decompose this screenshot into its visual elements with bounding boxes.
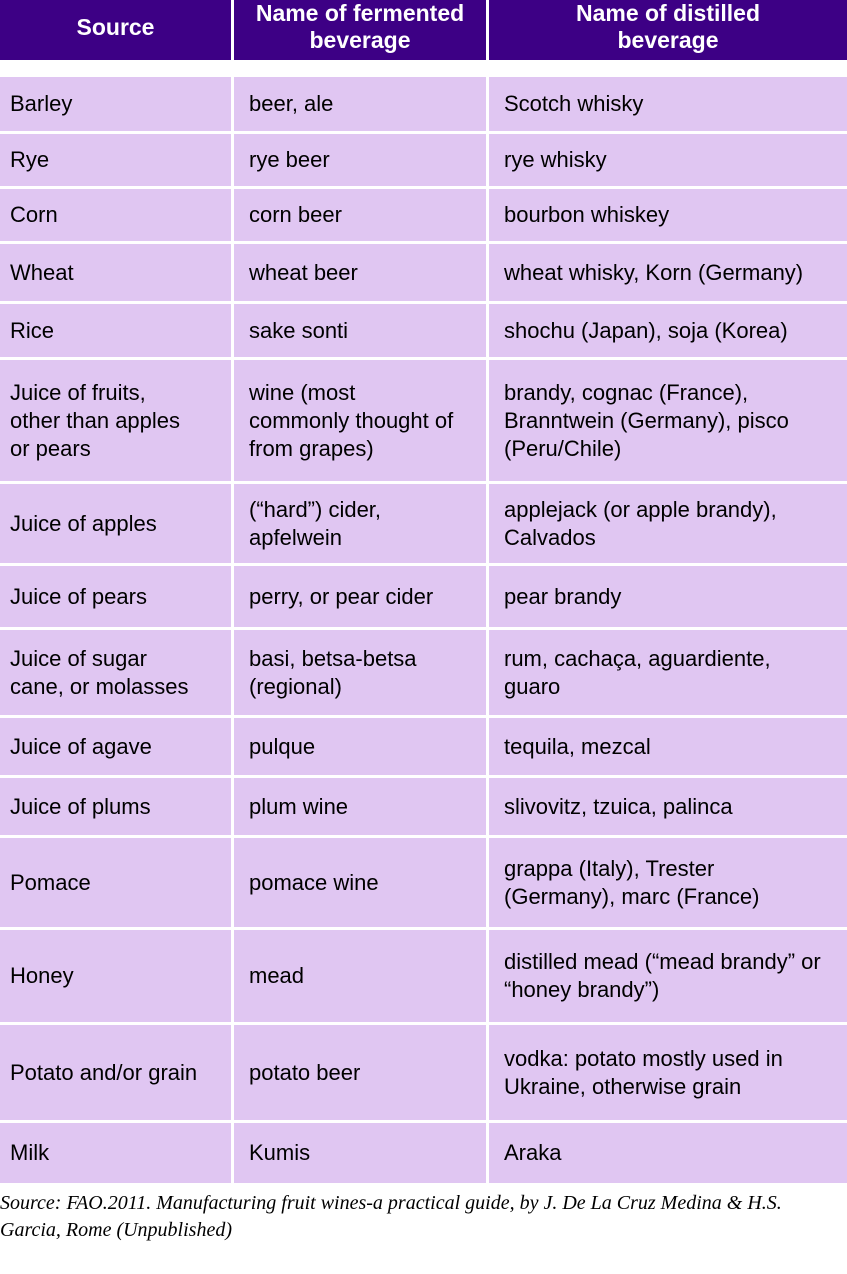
cell-source: Juice of fruits, other than apples or pears xyxy=(0,360,231,481)
cell-source: Wheat xyxy=(0,244,231,301)
cell-distilled: vodka: potato mostly used in Ukraine, otherwise grain xyxy=(486,1025,847,1120)
cell-distilled: rye whisky xyxy=(486,134,847,186)
cell-distilled: bourbon whiskey xyxy=(486,189,847,241)
cell-distilled: rum, cachaça, aguardiente, guaro xyxy=(486,630,847,715)
cell-fermented: (“hard”) cider, apfelwein xyxy=(231,484,486,563)
cell-fermented: sake sonti xyxy=(231,304,486,357)
caption-line-2: Garcia, Rome (Unpublished) xyxy=(0,1219,232,1241)
cell-distilled: pear brandy xyxy=(486,566,847,627)
cell-fermented: mead xyxy=(231,930,486,1022)
table-body xyxy=(0,77,847,1183)
cell-fermented: Kumis xyxy=(231,1123,486,1183)
cell-source: Potato and/or grain xyxy=(0,1025,231,1120)
cell-fermented: perry, or pear cider xyxy=(231,566,486,627)
table-row xyxy=(0,778,847,838)
cell-fermented: corn beer xyxy=(231,189,486,241)
cell-source: Juice of sugar cane, or molasses xyxy=(0,630,231,715)
cell-fermented: potato beer xyxy=(231,1025,486,1120)
cell-distilled: Scotch whisky xyxy=(486,77,847,131)
cell-source: Corn xyxy=(0,189,231,241)
table-row xyxy=(0,77,847,134)
cell-source: Juice of plums xyxy=(0,778,231,835)
cell-distilled: shochu (Japan), soja (Korea) xyxy=(486,304,847,357)
table-row xyxy=(0,1123,847,1183)
table-row xyxy=(0,244,847,304)
cell-fermented: pulque xyxy=(231,718,486,775)
table-row xyxy=(0,930,847,1025)
header-distilled: Name of distilled beverage xyxy=(486,0,847,60)
cell-source: Honey xyxy=(0,930,231,1022)
cell-distilled: wheat whisky, Korn (Germany) xyxy=(486,244,847,301)
table-row xyxy=(0,630,847,718)
cell-source: Milk xyxy=(0,1123,231,1183)
table-row xyxy=(0,134,847,189)
cell-source: Juice of apples xyxy=(0,484,231,563)
cell-fermented: pomace wine xyxy=(231,838,486,927)
header-fermented: Name of fermented beverage xyxy=(231,0,486,60)
header-gap xyxy=(0,60,847,77)
cell-distilled: applejack (or apple brandy), Calvados xyxy=(486,484,847,563)
cell-source: Juice of pears xyxy=(0,566,231,627)
cell-fermented: wheat beer xyxy=(231,244,486,301)
cell-fermented: wine (most commonly thought of from grapes) xyxy=(231,360,486,481)
table-row xyxy=(0,360,847,484)
table-row xyxy=(0,304,847,360)
table-row xyxy=(0,838,847,930)
cell-fermented: plum wine xyxy=(231,778,486,835)
cell-distilled: Araka xyxy=(486,1123,847,1183)
table-header xyxy=(0,0,847,60)
cell-distilled: tequila, mezcal xyxy=(486,718,847,775)
cell-fermented: rye beer xyxy=(231,134,486,186)
cell-source: Barley xyxy=(0,77,231,131)
cell-source: Juice of agave xyxy=(0,718,231,775)
cell-distilled: slivovitz, tzuica, palinca xyxy=(486,778,847,835)
table-row xyxy=(0,189,847,244)
caption-line-1: Source: FAO.2011. Manufacturing fruit wines-a practical guide, by J. De La Cruz Medina & H.S. xyxy=(0,1192,782,1214)
cell-source: Pomace xyxy=(0,838,231,927)
cell-distilled: grappa (Italy), Trester (Germany), marc (France) xyxy=(486,838,847,927)
cell-source: Rice xyxy=(0,304,231,357)
cell-fermented: beer, ale xyxy=(231,77,486,131)
table-row xyxy=(0,718,847,778)
table-row xyxy=(0,484,847,566)
cell-distilled: brandy, cognac (France), Branntwein (Germany), pisco (Peru/Chile) xyxy=(486,360,847,481)
cell-fermented: basi, betsa-betsa (regional) xyxy=(231,630,486,715)
table-row xyxy=(0,1025,847,1123)
table-row xyxy=(0,566,847,630)
cell-source: Rye xyxy=(0,134,231,186)
table-caption xyxy=(0,1190,847,1244)
header-source: Source xyxy=(76,13,155,40)
cell-distilled: distilled mead (“mead brandy” or “honey brandy”) xyxy=(486,930,847,1022)
